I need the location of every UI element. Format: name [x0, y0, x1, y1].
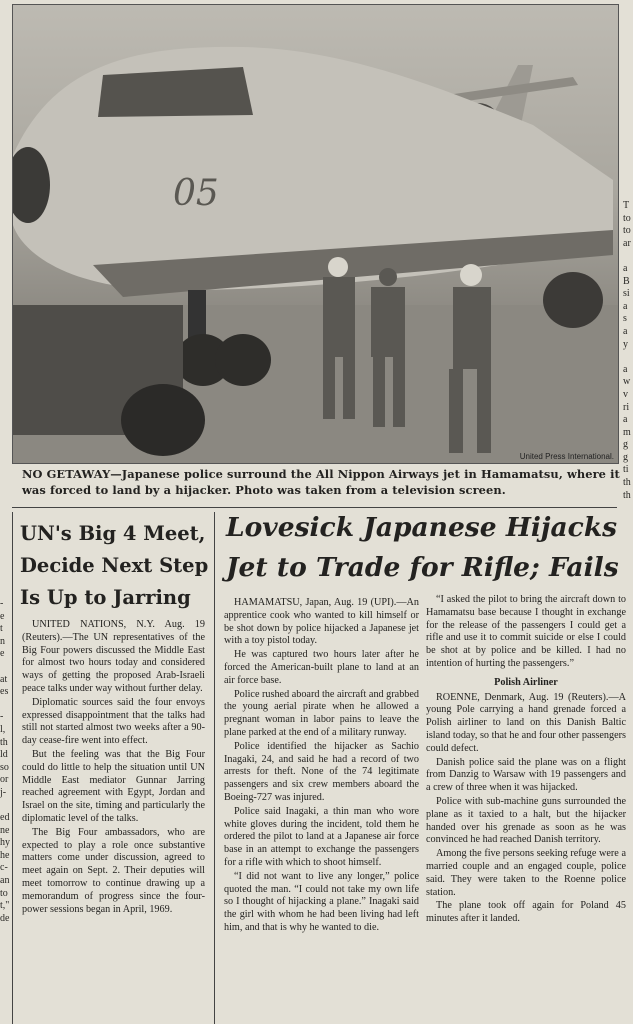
news-photo — [12, 4, 619, 464]
headline-line: UN's Big 4 Meet, — [20, 522, 206, 545]
edge-fragment — [0, 661, 11, 674]
edge-fragment — [0, 699, 11, 712]
paragraph: The Big Four ambassadors, who are expected to play a role once substantive matters come under discussion, agreed to meet again on Sept. 2. Their deputies will meet tomorrow to continue drawing up a memorandum of progress since the four-power sessions began in April, 1969. — [22, 826, 205, 915]
edge-fragment — [0, 800, 11, 813]
paragraph: UNITED NATIONS, N.Y. Aug. 19 (Reuters).—The UN representatives of the Big Four powers discussed the Middle East for almost two hours today and considered ways of getting the proposed Arab-Israeli peace talks under way without further delay. — [22, 619, 205, 694]
edge-fragment: th — [623, 477, 631, 489]
photo-caption: NO GETAWAY—Japanese police surround the All Nippon Airways jet in Hamamatsu, where it was forced to land by a hijacker. Photo was taken from a television screen. — [22, 467, 620, 497]
airplane-photo-illustration — [13, 5, 618, 463]
column-divider — [12, 512, 13, 1024]
edge-fragment: a — [623, 262, 628, 274]
paragraph: Police with sub-machine guns surrounded the plane as it taxied to a halt, but the hijacker handed over his grenade as soon as he was convinced he had reached Danish territory. — [426, 795, 626, 846]
edge-fragment: v — [623, 388, 628, 400]
fuselage-number: 05 — [173, 173, 219, 214]
column-divider — [214, 512, 215, 1024]
edge-fragment: to — [623, 212, 631, 224]
edge-fragment: de — [0, 912, 10, 924]
edge-fragment: to — [0, 887, 8, 899]
edge-fragment — [623, 250, 633, 263]
paragraph: Danish police said the plane was on a flight from Danzig to Warsaw with 19 passengers and a crew of three when it was hijacked. — [426, 756, 626, 794]
headline-line: Jet to Trade for Rifle; Fails — [226, 552, 619, 583]
edge-fragment: si — [623, 288, 630, 300]
edge-fragment: e — [0, 648, 5, 660]
edge-fragment: ld — [0, 749, 8, 761]
edge-fragment: so — [0, 761, 9, 773]
edge-fragment: th — [0, 736, 8, 748]
edge-fragment: c- — [0, 862, 8, 874]
paragraph: HAMAMATSU, Japan, Aug. 19 (UPI).—An apprentice cook who wanted to kill himself or be shot down by police hijacked a Japanese jet with a toy pistol today. — [224, 597, 419, 647]
edge-fragment: - — [0, 711, 4, 723]
paragraph: He was captured two hours later after he forced the American-built plane to land at an air force base. — [224, 649, 419, 686]
headline-line: Lovesick Japanese Hijacks — [226, 512, 618, 543]
main-wheel — [543, 272, 603, 328]
paragraph: “I did not want to live any longer,” police quoted the man. “I could not take my own life so I thought of hijacking a plane.” Inagaki said the girl with whom he had been living had left him, and that is why he wanted to die. — [224, 870, 419, 933]
edge-fragment: es — [0, 686, 9, 698]
edge-fragment: t — [0, 623, 3, 635]
paragraph: ROENNE, Denmark, Aug. 19 (Reuters).—A young Pole carrying a hand grenade forced a Polish airliner to land on this Danish Baltic island today, so that he and four other passengers could defect. — [426, 691, 626, 754]
edge-fragment: m — [623, 426, 631, 438]
edge-fragment: g — [623, 439, 628, 451]
edge-fragment: w — [623, 376, 631, 388]
paragraph: Police identified the hijacker as Sachio Inagaki, 24, and said he had a record of two arrests for theft. None of the 74 legitimate passengers and six crew members aboard the Boeing-727 was injured. — [224, 740, 419, 803]
edge-fragment: ti — [623, 464, 629, 476]
edge-fragment: a — [623, 325, 628, 337]
paragraph: The plane took off again for Poland 45 minutes after it landed. — [426, 900, 626, 925]
edge-fragment: th — [623, 489, 631, 501]
front-wheel — [215, 334, 271, 386]
cockpit-window — [98, 67, 253, 117]
edge-fragment: g — [623, 451, 628, 463]
edge-fragment: n — [0, 635, 5, 647]
edge-fragment: j- — [0, 786, 7, 798]
left-headline — [20, 518, 209, 614]
main-headline — [226, 508, 624, 588]
edge-fragment: or — [0, 774, 9, 786]
edge-fragment: a — [623, 363, 628, 375]
edge-fragment: at — [0, 673, 8, 685]
edge-fragment: e — [0, 610, 5, 622]
edge-fragment: an — [0, 875, 10, 887]
paragraph: Police rushed aboard the aircraft and grabbed the young aerial pirate when he allowed a pregnant woman in labor pains to leave the plane parked at the end of a military runway. — [224, 688, 419, 738]
edge-fragment: a — [623, 300, 628, 312]
edge-fragment: hy — [0, 837, 10, 849]
paragraph: But the feeling was that the Big Four could do little to help the situation until UN Middle East mediator Gunnar Jarring reached agreement with Egypt, Jordan and Israel on the site, timing and particularly the diplomatic level of the talks. — [22, 748, 205, 824]
edge-fragment: a — [623, 414, 628, 426]
subheading: Polish Airliner — [494, 676, 558, 688]
left-edge-fragments — [0, 598, 11, 925]
edge-fragment: ne — [0, 824, 10, 836]
vehicle-wheel — [121, 384, 205, 456]
right-edge-fragments — [623, 200, 633, 502]
edge-fragment: - — [0, 598, 4, 609]
left-story-body — [22, 619, 205, 917]
paragraph: Among the five persons seeking refuge were a married couple and an engaged couple, police said. They were taken to the Roenne police station. — [426, 848, 626, 898]
edge-fragment: ar — [623, 237, 631, 249]
headline-line: Decide Next Step — [20, 554, 209, 577]
photo-credit: United Press International. — [519, 452, 614, 461]
edge-fragment: t," — [0, 900, 10, 912]
paragraph: Police said Inagaki, a thin man who wore white gloves during the incident, told them he ordered the pilot to land at a Japanese air force base in an attempt to exchange the passengers for a rifle with which to shoot himself. — [224, 805, 419, 868]
edge-fragment: T — [623, 200, 630, 211]
edge-fragment: B — [623, 275, 630, 287]
edge-fragment — [623, 351, 633, 364]
landing-gear — [188, 290, 206, 340]
headline-line: Is Up to Jarring — [20, 586, 191, 609]
edge-fragment: to — [623, 225, 631, 237]
edge-fragment: ri — [623, 401, 630, 413]
main-story-column-2 — [426, 594, 626, 927]
edge-fragment: s — [623, 313, 627, 325]
edge-fragment: y — [623, 338, 628, 350]
paragraph: “I asked the pilot to bring the aircraft down to Hamamatsu base because I thought in exchange for the release of the passengers I could get a rifle and use it to commit suicide or else I could be shot at by police and be killed. I had no intention of hurting the passengers.” — [426, 594, 626, 669]
paragraph: Diplomatic sources said the four envoys expressed disappointment that the talks had still not started almost two weeks after a 90-day cease-fire went into effect. — [22, 696, 205, 747]
edge-fragment: ed — [0, 812, 10, 824]
edge-fragment: l, — [0, 723, 6, 735]
edge-fragment: he — [0, 849, 10, 861]
main-story-column-1 — [224, 597, 419, 936]
